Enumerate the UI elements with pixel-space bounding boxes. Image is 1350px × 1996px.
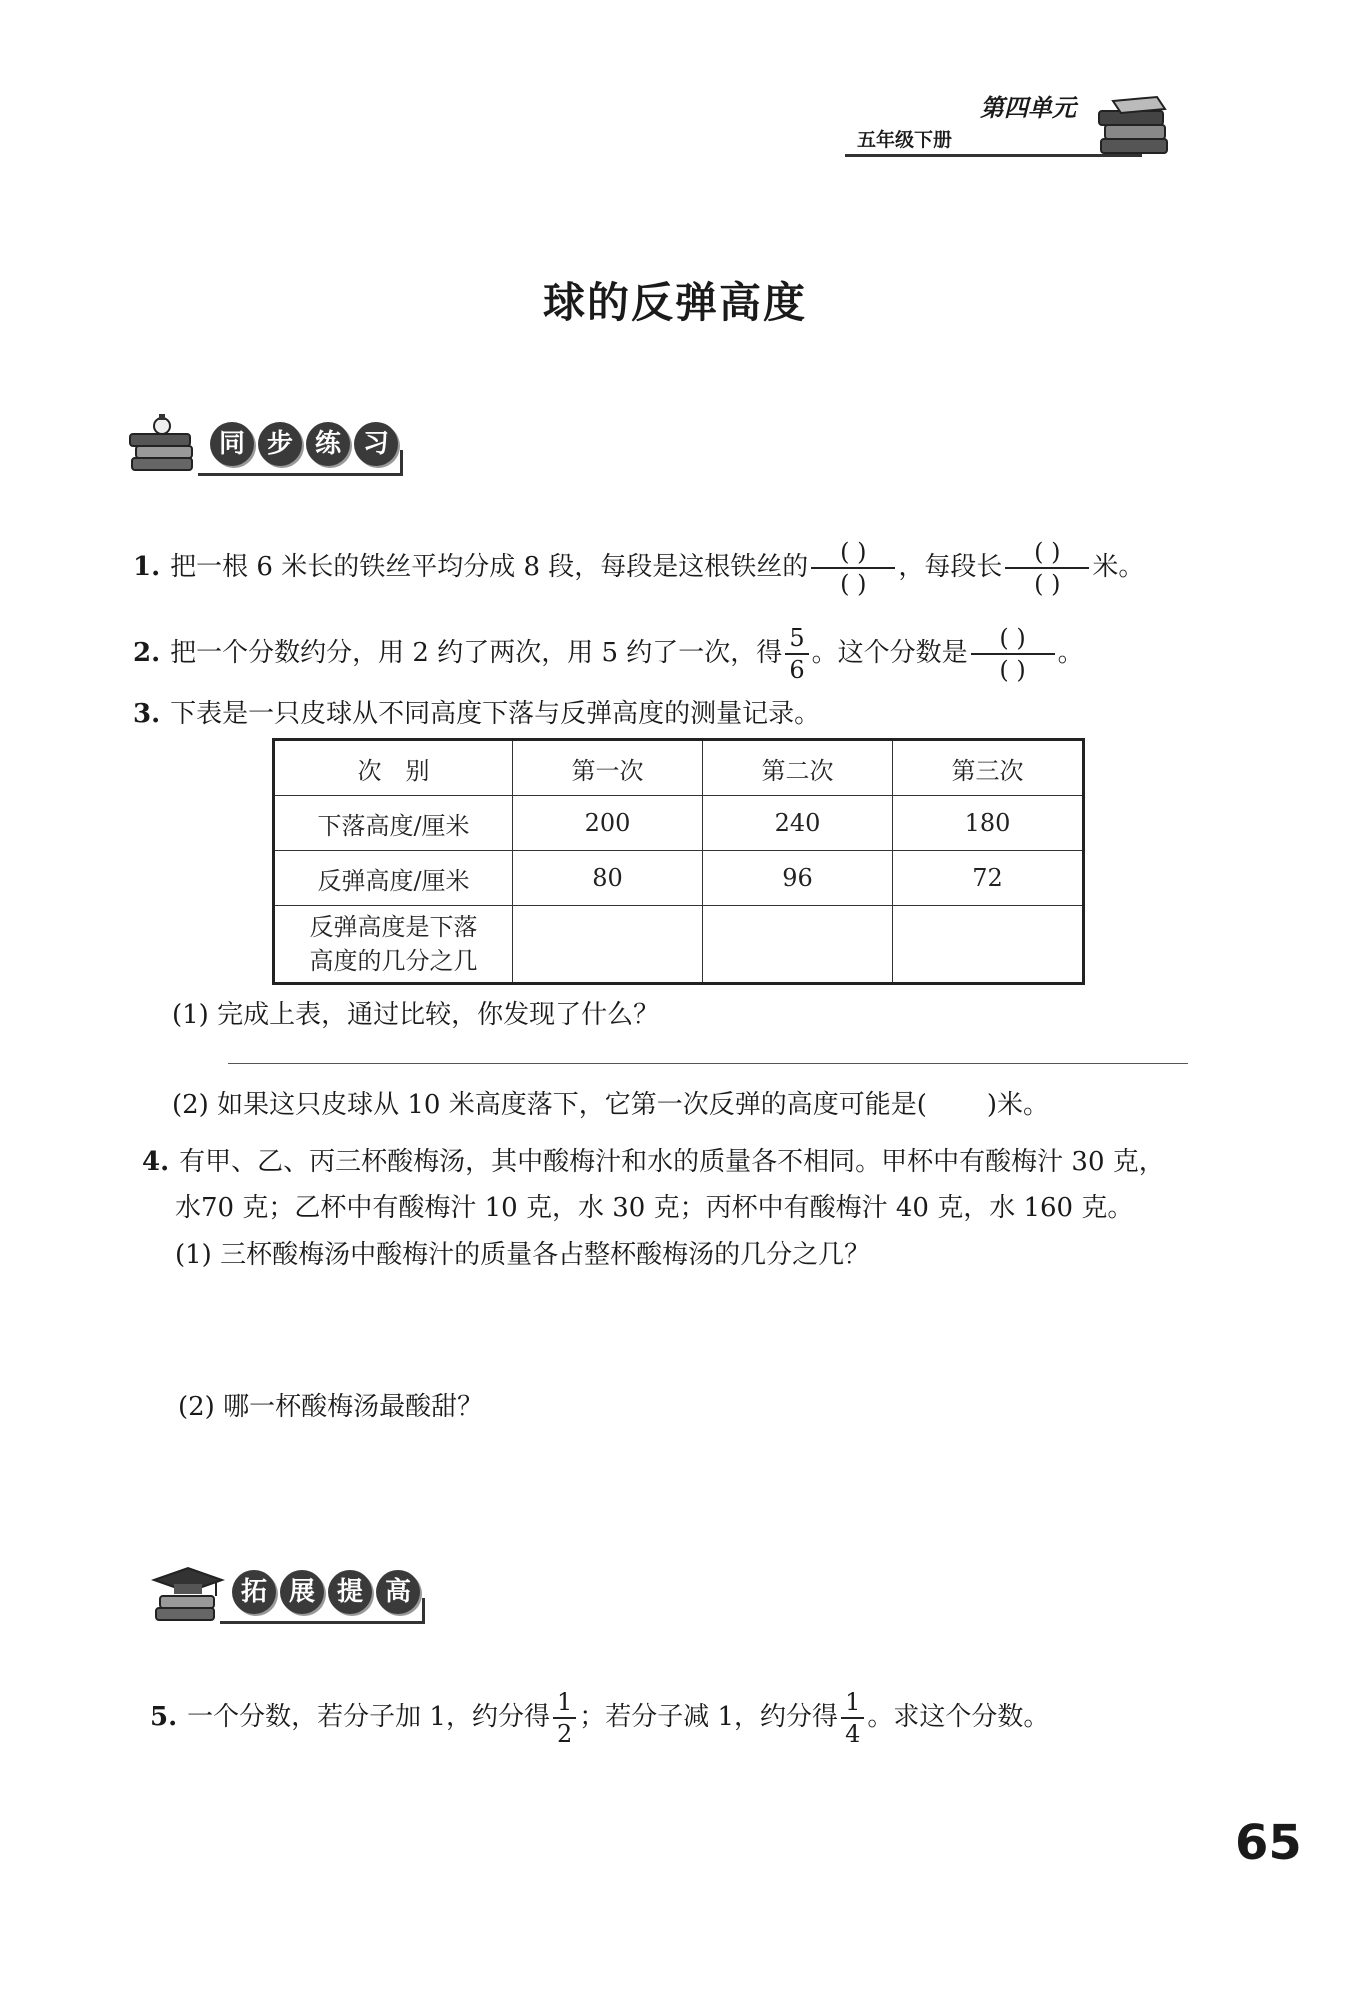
table-row xyxy=(274,906,1084,984)
question-2 xyxy=(133,626,1084,682)
row-label: 反弹高度是下落 高度的几分之几 xyxy=(274,906,513,984)
table-header-cell: 次 别 xyxy=(274,740,513,796)
answer-cell[interactable] xyxy=(893,906,1084,984)
question-number: 1. xyxy=(133,552,161,582)
banner-char: 步 xyxy=(258,422,302,466)
measurement-table xyxy=(272,738,1085,985)
section-banner-extension xyxy=(150,1560,430,1630)
grade-label: 五年级下册 xyxy=(857,129,953,151)
answer-cell[interactable] xyxy=(703,906,893,984)
answer-cell[interactable] xyxy=(513,906,703,984)
book-stack-icon xyxy=(1095,95,1175,165)
question-4-sub2: (2) 哪一杯酸梅汤最酸甜？ xyxy=(178,1392,484,1422)
answer-fraction-blank[interactable]: $\frac{( )}{( )}$ xyxy=(811,540,895,596)
book-lamp-icon xyxy=(128,412,203,482)
question-3 xyxy=(133,694,820,734)
page-title: 球的反弹高度 xyxy=(542,278,807,327)
question-text: 一个分数，若分子加 1，约分得 xyxy=(187,1702,550,1732)
question-number: 5. xyxy=(150,1702,178,1732)
question-1 xyxy=(133,540,1144,596)
table-cell: 240 xyxy=(703,796,893,851)
banner-char: 拓 xyxy=(232,1570,276,1614)
table-header-cell: 第二次 xyxy=(703,740,893,796)
question-4-sub1: (1) 三杯酸梅汤中酸梅汁的质量各占整杯酸梅汤的几分之几？ xyxy=(175,1240,871,1270)
table-row xyxy=(274,851,1084,906)
answer-line[interactable] xyxy=(228,1063,1188,1064)
table-cell: 72 xyxy=(893,851,1084,906)
table-cell: 96 xyxy=(703,851,893,906)
table-row xyxy=(274,796,1084,851)
banner-char: 展 xyxy=(280,1570,324,1614)
question-text: 。求这个分数。 xyxy=(867,1702,1050,1732)
banner-char: 同 xyxy=(210,422,254,466)
table-cell: 180 xyxy=(893,796,1084,851)
question-text: 下表是一只皮球从不同高度下落与反弹高度的测量记录。 xyxy=(170,699,821,729)
question-text: ，每段长 xyxy=(898,552,1003,582)
question-number: 4. xyxy=(142,1147,170,1177)
question-number: 3. xyxy=(133,699,161,729)
row-label: 反弹高度/厘米 xyxy=(274,851,513,906)
row-label: 下落高度/厘米 xyxy=(274,796,513,851)
fraction: $\frac{5}{6}$ xyxy=(785,626,808,682)
question-3-sub1: (1) 完成上表，通过比较，你发现了什么？ xyxy=(172,1000,660,1030)
answer-fraction-blank[interactable]: $\frac{( )}{( )}$ xyxy=(971,626,1055,682)
question-text: 把一根 6 米长的铁丝平均分成 8 段，每段是这根铁丝的 xyxy=(170,552,809,582)
question-text: 有甲、乙、丙三杯酸梅汤，其中酸梅汁和水的质量各不相同。甲杯中有酸梅汁 30 克， xyxy=(179,1147,1165,1177)
graduation-cap-icon xyxy=(150,1560,225,1630)
answer-fraction-blank[interactable]: $\frac{( )}{( )}$ xyxy=(1005,540,1089,596)
question-5 xyxy=(150,1690,1049,1746)
fraction: $\frac{1}{2}$ xyxy=(553,1690,576,1746)
question-text: 。 xyxy=(1057,638,1084,668)
question-text: 把一个分数约分，用 2 约了两次，用 5 约了一次，得 xyxy=(170,638,783,668)
question-4-line2: 水70 克；乙杯中有酸梅汁 10 克，水 30 克；丙杯中有酸梅汁 40 克，水 160 克。 xyxy=(175,1193,1134,1223)
section-banner-practice xyxy=(128,412,408,482)
question-text: 。这个分数是 xyxy=(811,638,968,668)
page-number: 65 xyxy=(1235,1815,1302,1871)
question-3-sub2: (2) 如果这只皮球从 10 米高度落下，它第一次反弹的高度可能是( )米。 xyxy=(172,1090,1050,1120)
unit-label: 第四单元 xyxy=(980,94,1076,122)
fraction: $\frac{1}{4}$ xyxy=(841,1690,864,1746)
banner-char: 练 xyxy=(306,422,350,466)
table-cell: 80 xyxy=(513,851,703,906)
question-number: 2. xyxy=(133,638,161,668)
question-4-line1 xyxy=(142,1142,1165,1182)
banner-char: 习 xyxy=(354,422,398,466)
table-header-cell: 第三次 xyxy=(893,740,1084,796)
table-header-row xyxy=(274,740,1084,796)
question-text: ；若分子减 1，约分得 xyxy=(579,1702,839,1732)
banner-char: 提 xyxy=(328,1570,372,1614)
table-header-cell: 第一次 xyxy=(513,740,703,796)
question-text: 米。 xyxy=(1092,552,1145,582)
table-cell: 200 xyxy=(513,796,703,851)
banner-char: 高 xyxy=(376,1570,420,1614)
